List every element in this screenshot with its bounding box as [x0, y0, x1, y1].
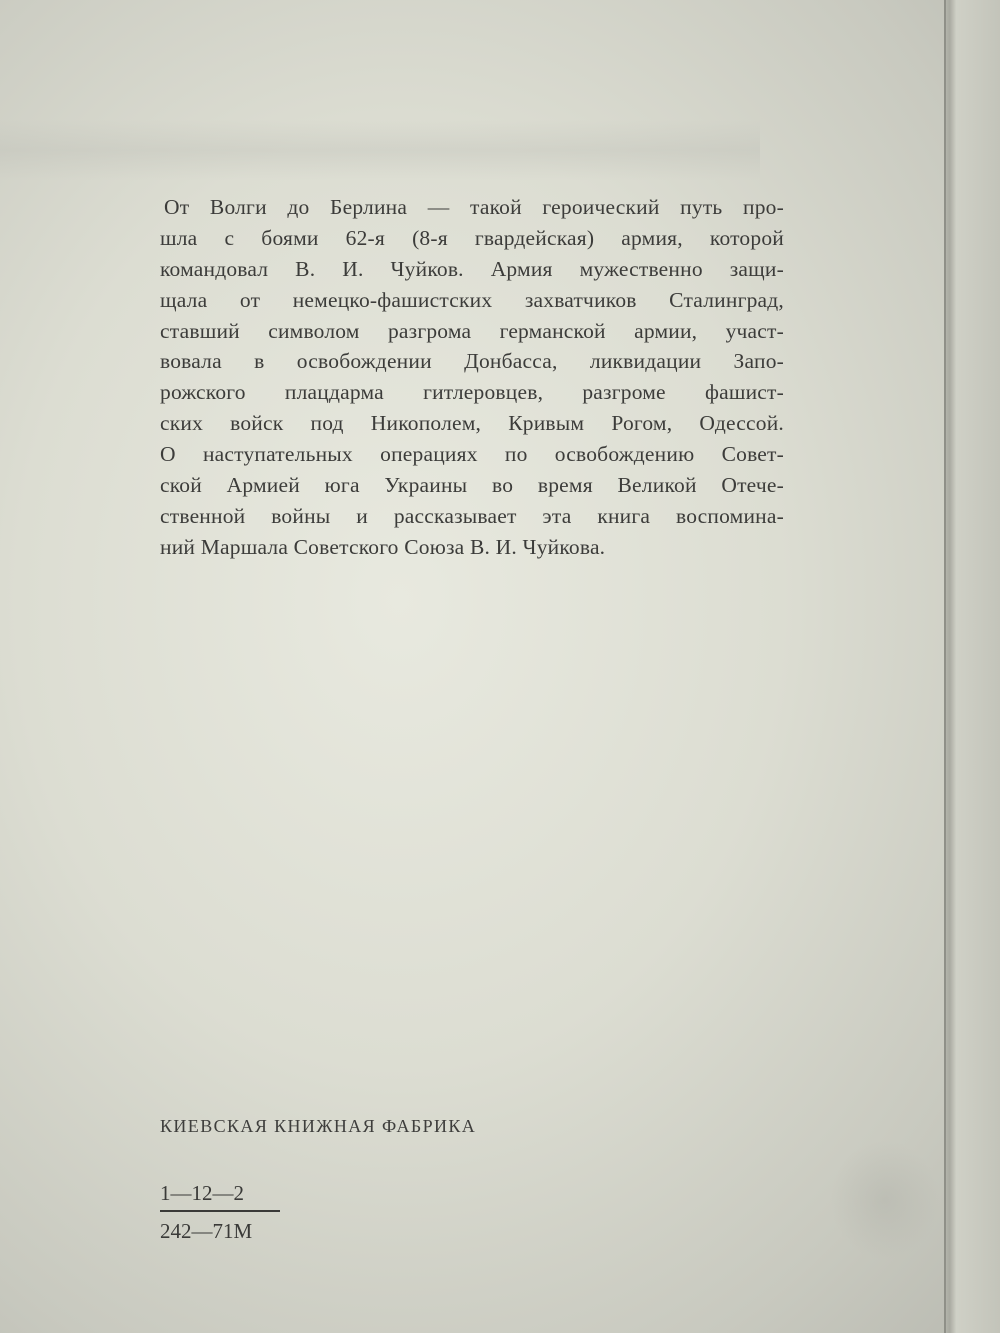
annotation-line: щала от немецко-фашистских захватчиков Сталинград, — [160, 287, 784, 312]
annotation-line: ских войск под Никополем, Кривым Рогом, Одессой. — [160, 411, 784, 436]
annotation-line: шла с боями 62-я (8-я гвардейская) армия, которой — [160, 225, 784, 250]
publication-code-numerator: 1—12—2 — [160, 1181, 244, 1205]
annotation-line: От Волги до Берлина — такой героический путь про- — [164, 195, 784, 219]
next-page-edge — [944, 0, 1000, 1333]
book-annotation — [160, 192, 784, 563]
show-through-smudge — [830, 1140, 940, 1260]
annotation-line: вовала в освобождении Донбасса, ликвидации Запо- — [160, 349, 784, 374]
annotation-line: ставший символом разгрома германской армии, участ- — [160, 318, 784, 343]
annotation-line: О наступательных операциях по освобождению Совет- — [160, 442, 784, 467]
printer-imprint: КИЕВСКАЯ КНИЖНАЯ ФАБРИКА — [160, 1116, 477, 1136]
annotation-line: командовал В. И. Чуйков. Армия мужественно защи- — [160, 256, 784, 281]
fraction-rule — [160, 1210, 280, 1212]
show-through-shadow — [0, 120, 760, 180]
annotation-line: рожского плацдарма гитлеровцев, разгроме фашист- — [160, 380, 784, 405]
annotation-line: ской Армией юга Украины во время Великой Отече- — [160, 473, 784, 498]
annotation-line: ний Маршала Советского Союза В. И. Чуйкова. — [160, 534, 606, 559]
annotation-line: ственной войны и рассказывает эта книга воспомина- — [160, 503, 784, 528]
page-fold-line — [944, 0, 946, 1333]
publication-code-denominator: 242—71М — [160, 1218, 253, 1243]
publication-code — [160, 1178, 280, 1246]
